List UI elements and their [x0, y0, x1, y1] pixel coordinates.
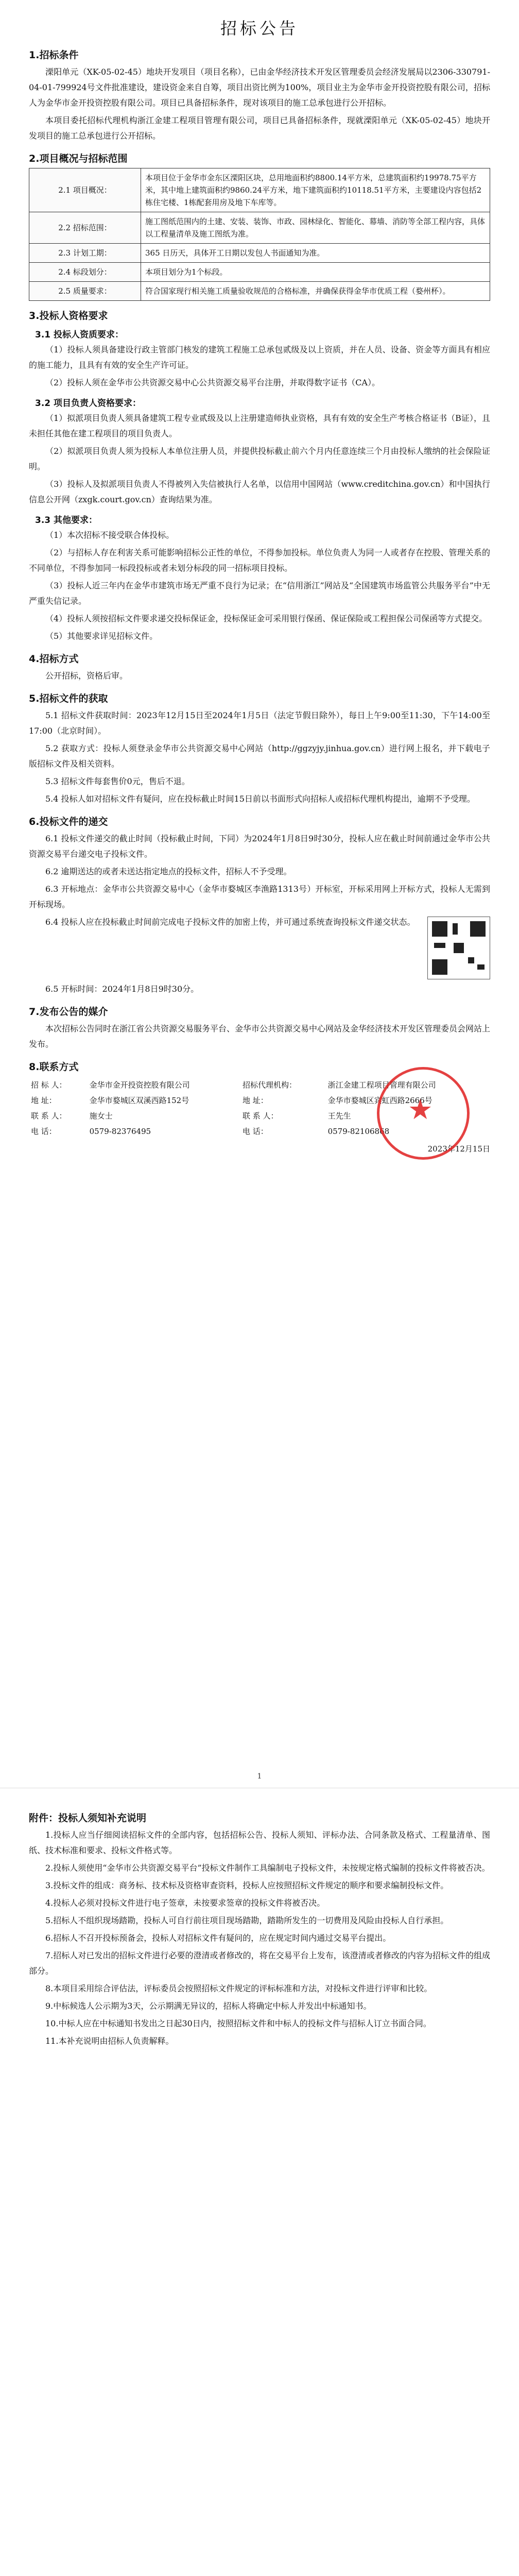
- paragraph: 6.5 开标时间：2024年1月8日9时30分。: [45, 984, 199, 994]
- contact-label: 地 址：: [31, 1096, 57, 1105]
- table-value: 本项目位于金华市金东区溧阳区块，总用地面积约8800.14平方米，总建筑面积约19978.75平方米，其中地上建筑面积约9860.24平方米，地下建筑面积约10118.51平方米，主要建设内容包括2栋住宅楼、1栋配套用房及地下车库等。: [141, 168, 490, 212]
- page-number: 1: [257, 1772, 262, 1781]
- table-value: 365 日历天，具体开工日期以发包人书面通知为准。: [141, 244, 490, 263]
- table-row: [29, 212, 490, 244]
- paragraph: 1.投标人应当仔细阅读招标文件的全部内容，包括招标公告、投标人须知、评标办法、合同条款及格式、工程量清单、图纸、技术标准和要求、投标文件格式等。: [29, 1830, 490, 1855]
- table-key: 2.5 质量要求：: [29, 282, 141, 301]
- section-heading: 8.联系方式: [29, 1061, 79, 1073]
- table-key: 2.4 标段划分：: [29, 263, 141, 282]
- paragraph: （3）投标人及拟派项目负责人不得被列入失信被执行人名单，以信用中国网站（www.creditchina.gov.cn）和中国执行信息公开网（zxgk.court.gov.cn）查询结果为准。: [29, 479, 490, 504]
- attachment: [29, 1803, 490, 2051]
- contact-value: 金华市金开投资控股有限公司: [89, 1080, 190, 1090]
- paragraph: （1）拟派项目负责人须具备建筑工程专业贰级及以上注册建造师执业资格，具有有效的安全生产考核合格证书（B证），且未担任其他在建工程项目的项目负责人。: [29, 413, 490, 438]
- contact-label: 联 系 人：: [31, 1111, 67, 1121]
- contact-label: 联 系 人：: [243, 1111, 279, 1121]
- contact-label: 电 话：: [31, 1127, 57, 1136]
- section-heading: 4.招标方式: [29, 653, 79, 665]
- contact-value: 0579-82106868: [327, 1127, 390, 1136]
- table-value: 符合国家现行相关施工质量验收规范的合格标准，并确保获得金华市优质工程（婺州杯）。: [141, 282, 490, 301]
- paragraph: 4.投标人必须对投标文件进行电子签章，未按要求签章的投标文件将被否决。: [45, 1898, 325, 1908]
- paragraph: 溧阳单元（XK-05-02-45）地块开发项目（项目名称），已由金华经济技术开发区管理委员会经济发展局以2306-330791-04-01-799924号文件批准建设，建设资金来自自筹，项目出资比例为100%，项目业主为金华市金开投资控股有限公司，招标人为金华市金开投资控股有限公司。项目已具备招标条件，现对该项目的施工总承包进行公开招标。: [29, 67, 490, 108]
- contact-label: 招 标 人：: [31, 1080, 67, 1090]
- paragraph: 本次招标公告同时在浙江省公共资源交易服务平台、金华市公共资源交易中心网站及金华经济技术开发区管理委员会网站上发布。: [29, 1024, 491, 1049]
- table-value: 施工图纸范围内的土建、安装、装饰、市政、园林绿化、智能化、幕墙、消防等全部工程内容，具体以工程量清单及施工图纸为准。: [141, 212, 490, 244]
- paragraph: （1）投标人须具备建设行政主管部门核发的建筑工程施工总承包贰级及以上资质，并在人员、设备、资金等方面具有相应的施工能力，且具有有效的安全生产许可证。: [29, 345, 490, 370]
- contact-block: [29, 1077, 490, 1154]
- contact-label: 招标代理机构：: [243, 1080, 297, 1090]
- contact-value: 金华市婺城区宾虹西路2666号: [327, 1096, 432, 1105]
- table-key: 2.1 项目概况：: [29, 168, 141, 212]
- contact-label: 地 址：: [243, 1096, 268, 1105]
- paragraph: 10.中标人应在中标通知书发出之日起30日内，按照招标文件和中标人的投标文件与招标人订立书面合同。: [45, 2019, 431, 2028]
- paragraph: 5.招标人不组织现场踏勘，投标人可自行前往项目现场踏勘，踏勘所发生的一切费用及风险由投标人自行承担。: [45, 1916, 449, 1925]
- paragraph: 8.本项目采用综合评估法，评标委员会按照招标文件规定的评标标准和方法，对投标文件进行评审和比较。: [45, 1984, 432, 1993]
- paragraph: 9.中标候选人公示期为3天，公示期满无异议的，招标人将确定中标人并发出中标通知书。: [45, 2001, 372, 2011]
- paragraph: 本项目委托招标代理机构浙江金建工程项目管理有限公司，项目已具备招标条件，现就溧阳单元（XK-05-02-45）地块开发项目的施工总承包进行公开招标。: [29, 115, 490, 141]
- section-heading: 2.项目概况与招标范围: [29, 153, 128, 164]
- document: [29, 15, 490, 1154]
- table-key: 2.2 招标范围：: [29, 212, 141, 244]
- section-heading: 7.发布公告的媒介: [29, 1006, 108, 1018]
- paragraph: 2.投标人须使用“金华市公共资源交易平台”投标文件制作工具编制电子投标文件，未按规定格式编制的投标文件将被否决。: [45, 1863, 490, 1873]
- official-seal-icon: [377, 1067, 470, 1160]
- paragraph: （4）投标人须按招标文件要求递交投标保证金，投标保证金可采用银行保函、保证保险或工程担保公司保函等方式提交。: [45, 614, 488, 623]
- paragraph: 6.招标人不召开投标预备会，投标人对招标文件有疑问的，应在规定时间内通过交易平台提出。: [45, 1933, 391, 1943]
- paragraph: （2）与招标人存在利害关系可能影响招标公正性的单位，不得参加投标。单位负责人为同一人或者存在控股、管理关系的不同单位，不得参加同一标段投标或者未划分标段的同一招标项目投标。: [29, 548, 490, 573]
- paragraph: 公开招标，资格后审。: [45, 671, 128, 681]
- table-value: 本项目划分为1个标段。: [141, 263, 490, 282]
- table-row: [29, 244, 490, 263]
- table-row: [29, 168, 490, 212]
- table-row: [29, 263, 490, 282]
- qr-block: [29, 914, 490, 981]
- project-overview-table: [29, 168, 490, 301]
- contact-label: 电 话：: [243, 1127, 268, 1136]
- paragraph: 5.2 获取方式：投标人须登录金华市公共资源交易中心网站（http://ggzyjy.jinhua.gov.cn）进行网上报名，并下载电子版招标文件及相关资料。: [29, 743, 490, 769]
- paragraph: （2）拟派项目负责人须为投标人本单位注册人员，并提供投标截止前六个月内任意连续三个月由投标人缴纳的社会保险证明。: [29, 446, 490, 471]
- paragraph: 7.招标人对已发出的招标文件进行必要的澄清或者修改的，将在交易平台上发布，该澄清或者修改的内容为招标文件的组成部分。: [29, 1951, 490, 1976]
- section-heading: 1.招标条件: [29, 49, 79, 61]
- section-heading: 5.招标文件的获取: [29, 693, 108, 704]
- notice-date: 2023年12月15日: [427, 1144, 490, 1154]
- paragraph: 5.1 招标文件获取时间：2023年12月15日至2024年1月5日（法定节假日除外），每日上午9:00至11:30，下午14:00至17:00（北京时间）。: [29, 710, 490, 736]
- contact-value: 浙江金建工程项目管理有限公司: [327, 1080, 436, 1090]
- contact-value: 0579-82376495: [89, 1127, 151, 1136]
- paragraph: 6.1 投标文件递交的截止时间（投标截止时间，下同）为2024年1月8日9时30分，投标人应在截止时间前通过金华市公共资源交易平台递交电子投标文件。: [29, 834, 490, 859]
- table-key: 2.3 计划工期：: [29, 244, 141, 263]
- paragraph: （3）投标人近三年内在金华市建筑市场无严重不良行为记录；在“信用浙江”网站及“全国建筑市场监管公共服务平台”中无严重失信记录。: [29, 581, 490, 606]
- contact-value: 施女士: [89, 1111, 113, 1121]
- paragraph: 5.3 招标文件每套售价0元，售后不退。: [45, 776, 190, 786]
- paragraph: 5.4 投标人如对招标文件有疑问，应在投标截止时间15日前以书面形式向招标人或招标代理机构提出，逾期不予受理。: [45, 794, 475, 804]
- paragraph: 3.投标文件的组成：商务标、技术标及资格审查资料，投标人应按照招标文件规定的顺序和要求编制投标文件。: [45, 1880, 449, 1890]
- paragraph: 6.4 投标人应在投标截止时间前完成电子投标文件的加密上传，并可通过系统查询投标文件递交状态。: [45, 917, 416, 927]
- document-title: 招标公告: [220, 19, 299, 38]
- subsection-heading: 3.2 项目负责人资格要求：: [35, 398, 142, 409]
- paragraph: 11.本补充说明由招标人负责解释。: [45, 2036, 174, 2046]
- section-heading: 3.投标人资格要求: [29, 310, 108, 321]
- contact-value: 王先生: [327, 1111, 351, 1121]
- paragraph: （1）本次招标不接受联合体投标。: [45, 530, 175, 540]
- paragraph: （5）其他要求详见招标文件。: [45, 631, 158, 641]
- paragraph: （2）投标人须在金华市公共资源交易中心公共资源交易平台注册，并取得数字证书（CA）。: [45, 378, 380, 387]
- qr-code-icon: [427, 917, 490, 979]
- subsection-heading: 3.3 其他要求：: [35, 515, 98, 526]
- seal-star-icon: ★: [408, 1093, 433, 1126]
- section-heading: 6.投标文件的递交: [29, 816, 108, 827]
- contact-value: 金华市婺城区双溪西路152号: [89, 1096, 189, 1105]
- table-row: [29, 282, 490, 301]
- subsection-heading: 3.1 投标人资质要求：: [35, 330, 124, 340]
- section-heading: 附件：投标人须知补充说明: [29, 1812, 147, 1824]
- paragraph: 6.3 开标地点：金华市公共资源交易中心（金华市婺城区李渔路1313号）开标室，开标采用网上开标方式，投标人无需到开标现场。: [29, 884, 490, 909]
- paragraph: 6.2 逾期送达的或者未送达指定地点的投标文件，招标人不予受理。: [45, 867, 292, 876]
